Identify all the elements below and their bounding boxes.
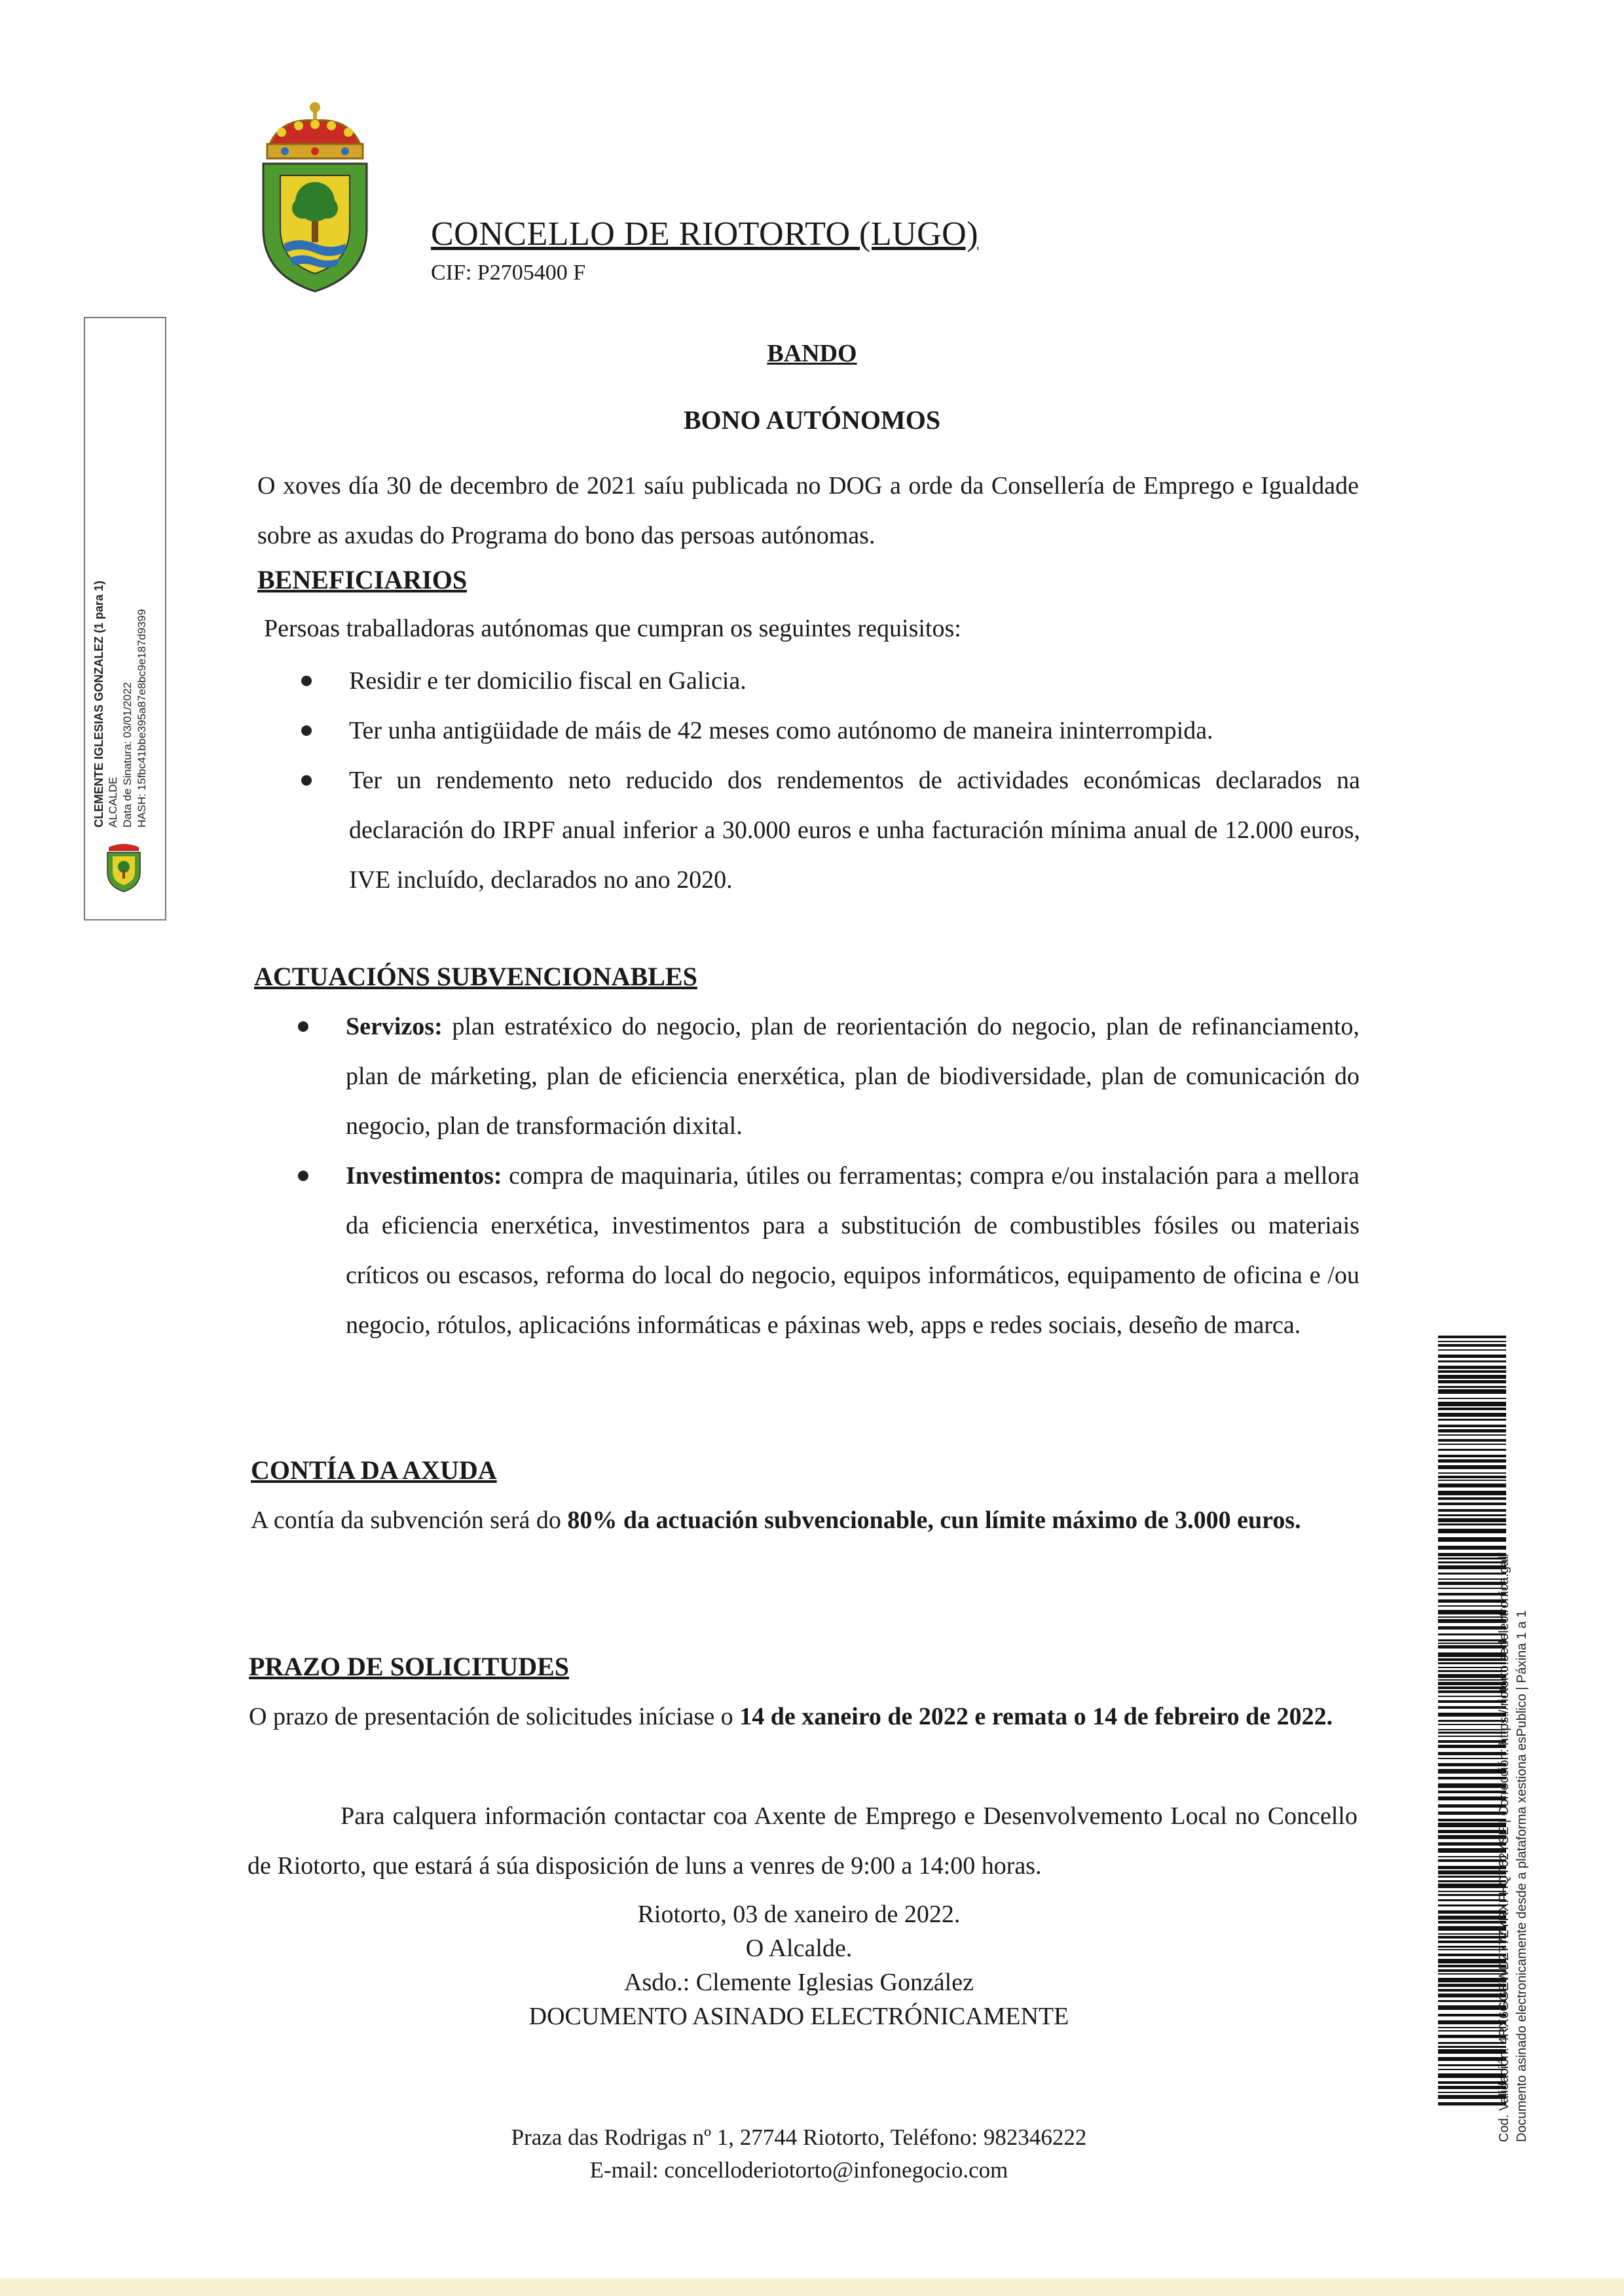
stamp-date: Data de Sinatura: 03/01/2022 — [121, 682, 134, 828]
validation-platform: Documento asinado electronicamente desde a plataforma xestiona esPublico | Páxina 1 a 1 — [1515, 1610, 1529, 2142]
bullet-icon — [301, 775, 312, 786]
signature-name: Asdo.: Clemente Iglesias González — [624, 1969, 974, 1996]
page-title: CONCELLO DE RIOTORTO (LUGO) — [431, 215, 979, 253]
stamp-crest-icon — [103, 841, 144, 893]
section-heading-contia: CONTÍA DA AXUDA — [251, 1455, 497, 1485]
list-item — [346, 1002, 1359, 1151]
stamp-role: ALCALDE — [107, 776, 119, 828]
section-heading-beneficiarios: BENEFICIARIOS — [257, 565, 468, 594]
prazo-dates: 14 de xaneiro de 2022 e remata o 14 de febreiro de 2022. — [739, 1703, 1333, 1730]
prazo-paragraph — [249, 1692, 1357, 1741]
list-item-label: Investimentos: — [346, 1162, 502, 1190]
section-heading-prazo: PRAZO DE SOLICITUDES — [249, 1652, 570, 1681]
section-heading-actuacions: ACTUACIÓNS SUBVENCIONABLES — [254, 962, 697, 991]
bullet-icon — [301, 676, 312, 686]
list-item — [346, 1151, 1359, 1350]
intro-paragraph: O xoves día 30 de decembro de 2021 saíu publicada no DOG a orde da Consellería de Emprego e Igualdade sobre as axudas do Programa do bono das persoas autónomas. — [257, 472, 1359, 549]
list-item: Ter unha antigüidade de máis de 42 meses como autónomo de maneira ininterrompida. — [349, 717, 1213, 744]
contia-amount: 80% da actuación subvencionable, cun límite máximo de 3.000 euros. — [567, 1506, 1301, 1534]
cif-number: CIF: P2705400 F — [431, 261, 586, 285]
document-subject-heading: BONO AUTÓNOMOS — [683, 405, 941, 435]
document-type-heading: BANDO — [767, 340, 857, 367]
prazo-text: O prazo de presentación de solicitudes iníciase o — [249, 1703, 740, 1730]
list-item-text: compra de maquinaria, útiles ou ferramentas; compra e/ou instalación para a mellora da eficiencia enerxética, investimentos para a substitución de combustibles fósiles ou materiais críticos ou escasos, reforma do local do negocio, equipos informáticos, equipamento de oficina e /ou negocio, rótulos, aplicacións informáticas e páxinas web, apps e redes sociais, deseño de marca. — [346, 1162, 1359, 1339]
list-item-label: Servizos: — [346, 1013, 443, 1040]
bullet-icon — [298, 1021, 308, 1032]
stamp-text-block — [92, 251, 157, 828]
list-item: Residir e ter domicilio fiscal en Galicia. — [349, 667, 747, 695]
contia-paragraph — [251, 1495, 1357, 1545]
validation-code: Cod. Validación: 4RX6GGEWDZ77ZYRXFHQT62YSE | Corrección: https://riotorto.sedelectronica.gal/ — [1497, 1552, 1511, 2142]
info-paragraph: Para calquera información contactar coa Axente de Emprego e Desenvolvemento Local no Concello de Riotorto, que estará á súa disposición de luns a venres de 9:00 a 14:00 horas. — [248, 1802, 1357, 1880]
stamp-signer: CLEMENTE IGLESIAS GONZALEZ (1 para 1) — [92, 580, 105, 828]
list-item: Ter un rendemento neto reducido dos rendementos de actividades económicas declarados na declaración do IRPF anual inferior a 30.000 euros e unha facturación mínima anual de 12.000 euros, IVE incluído, declarados no ano 2020. — [349, 767, 1360, 894]
contia-text: A contía da subvención será do — [251, 1506, 568, 1534]
bullet-icon — [298, 1171, 308, 1181]
stamp-hash: HASH: 15fbc41bbe395a87e8bc9e187d9399 — [136, 609, 148, 828]
signature-place-date: Riotorto, 03 de xaneiro de 2022. — [637, 1901, 961, 1928]
scan-edge-strip — [0, 2278, 1624, 2296]
signature-role: O Alcalde. — [745, 1935, 853, 1962]
bullet-icon — [301, 725, 312, 736]
validation-text — [1496, 1330, 1548, 2142]
beneficiarios-lead: Persoas traballadoras autónomas que cumpran os seguintes requisitos: — [264, 615, 961, 642]
signature-stamp — [84, 317, 166, 920]
coat-of-arms-logo — [255, 98, 375, 295]
footer-email: E-mail: concelloderiotorto@infonegocio.com — [589, 2157, 1008, 2183]
footer-address: Praza das Rodrigas nº 1, 27744 Riotorto, Teléfono: 982346222 — [511, 2124, 1087, 2150]
list-item-text: plan estratéxico do negocio, plan de reorientación do negocio, plan de refinanciamento, plan de márketing, plan de eficiencia enerxética, plan de biodiversidade, plan de comunicación do negocio, plan de transformación dixital. — [346, 1013, 1359, 1140]
signature-electronic-note: DOCUMENTO ASINADO ELECTRÓNICAMENTE — [528, 2003, 1069, 2030]
